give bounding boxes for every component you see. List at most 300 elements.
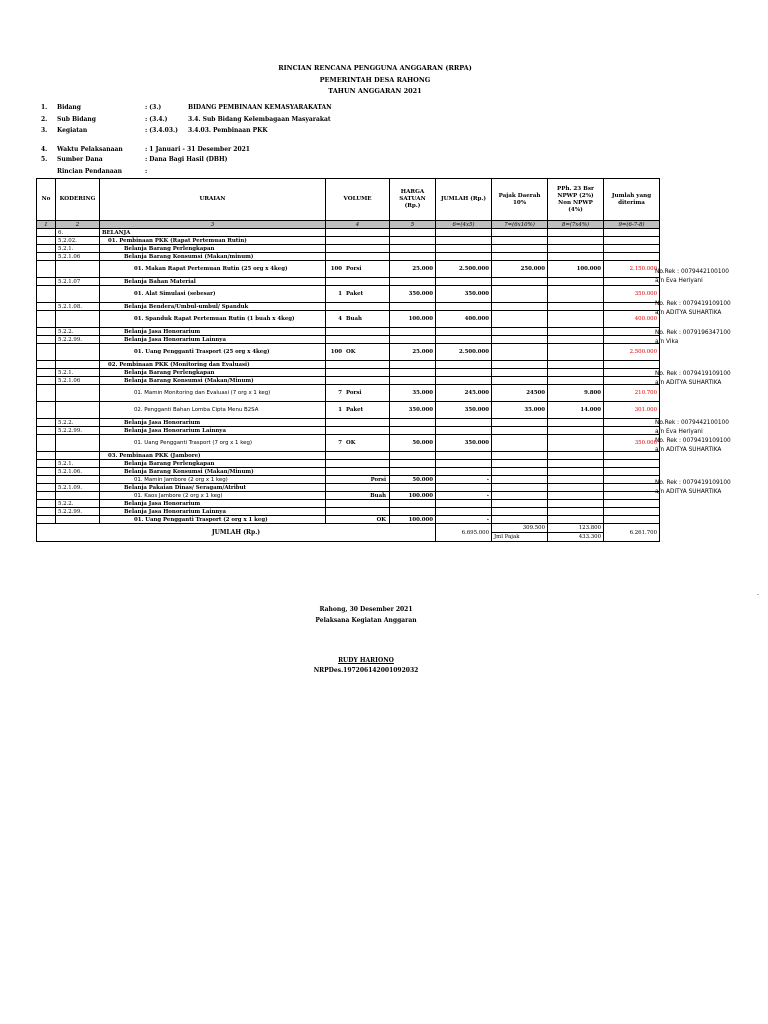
row-jumlah <box>436 278 492 286</box>
row-pph <box>548 344 604 361</box>
row-diterima <box>604 377 660 385</box>
row-uraian: Belanja Jasa Honorarium Lainnya <box>100 336 326 344</box>
table-row <box>37 427 660 435</box>
volume-unit: Paket <box>346 291 364 297</box>
row-diterima: 2.500.000 <box>604 344 660 361</box>
row-volume <box>326 377 390 385</box>
row-kode <box>56 261 100 278</box>
table-row <box>37 452 660 460</box>
row-pph <box>548 361 604 369</box>
row-kode <box>56 452 100 460</box>
account-note <box>655 370 731 387</box>
row-pajak <box>492 500 548 508</box>
row-jumlah <box>436 419 492 427</box>
row-no <box>37 427 56 435</box>
row-kode: 6. <box>56 229 100 237</box>
row-diterima <box>604 452 660 460</box>
row-uraian: Belanja Jasa Honorarium <box>100 328 326 336</box>
row-pajak <box>492 484 548 492</box>
table-row <box>37 500 660 508</box>
row-jumlah <box>436 460 492 468</box>
table-row <box>37 261 660 278</box>
info-code: : (3.4.) <box>145 116 168 123</box>
row-pph <box>548 336 604 344</box>
row-uraian: Belanja Barang Perlengkapan <box>100 369 326 377</box>
col-number: 3 <box>100 221 326 229</box>
row-pajak <box>492 419 548 427</box>
row-pajak <box>492 435 548 452</box>
total-pph: 123.800 <box>548 524 604 533</box>
row-volume <box>326 229 390 237</box>
row-diterima <box>604 328 660 336</box>
doc-title-line3: TAHUN ANGGARAN 2021 <box>328 87 422 95</box>
row-pajak <box>492 361 548 369</box>
row-no <box>37 336 56 344</box>
signer-role: Pelaksana Kegiatan Anggaran <box>315 617 417 624</box>
row-jumlah: - <box>436 516 492 524</box>
table-row <box>37 253 660 261</box>
table-row <box>37 361 660 369</box>
account-holder: a/n ADITYA SUHARTIKA <box>655 488 722 495</box>
row-kode: 5.2.2.99. <box>56 336 100 344</box>
col-number: 9=(6-7-8) <box>604 221 660 229</box>
row-diterima <box>604 237 660 245</box>
row-uraian: Belanja Jasa Honorarium <box>100 419 326 427</box>
row-kode: 5.2.2. <box>56 419 100 427</box>
row-harga <box>390 508 436 516</box>
info-code: : 1 Januari - 31 Desember 2021 <box>145 146 250 153</box>
row-harga <box>390 500 436 508</box>
info-label: Sumber Dana <box>57 156 103 163</box>
account-holder: a/n ADITYA SUHARTIKA <box>655 446 722 453</box>
row-volume <box>326 278 390 286</box>
info-no: 5. <box>41 156 48 163</box>
row-diterima <box>604 278 660 286</box>
row-uraian: 01. Kaos Jambore (2 org x 1 keg) <box>100 492 326 500</box>
row-harga <box>390 336 436 344</box>
row-volume <box>326 492 390 500</box>
col-number: 2 <box>56 221 100 229</box>
row-no <box>37 377 56 385</box>
volume-qty: 1 <box>338 407 342 413</box>
row-kode <box>56 402 100 419</box>
row-jumlah <box>436 377 492 385</box>
row-pajak: 250.000 <box>492 261 548 278</box>
row-jumlah <box>436 245 492 253</box>
row-volume <box>326 427 390 435</box>
row-uraian: 01. Spanduk Rapat Pertemuan Rutin (1 buah x 4keg) <box>100 311 326 328</box>
volume-unit: Porsi <box>346 390 362 396</box>
col-kodering: KODERING <box>56 179 100 221</box>
row-kode: 5.2.02. <box>56 237 100 245</box>
table-row <box>37 229 660 237</box>
row-no <box>37 286 56 303</box>
row-kode <box>56 344 100 361</box>
row-jumlah <box>436 369 492 377</box>
account-note <box>655 479 731 496</box>
total-pajak: 309.500 <box>492 524 548 533</box>
table-row <box>37 311 660 328</box>
row-kode: 5.2.2. <box>56 500 100 508</box>
row-uraian: Belanja Barang Perlengkapan <box>100 460 326 468</box>
jml-pajak-label: Jml Pajak <box>492 533 548 542</box>
info-no: 4. <box>41 146 48 153</box>
table-row <box>37 435 660 452</box>
row-diterima <box>604 253 660 261</box>
row-pajak <box>492 311 548 328</box>
row-no <box>37 278 56 286</box>
row-no <box>37 237 56 245</box>
signer-name: RUDY HARIONO <box>338 657 394 664</box>
volume-unit: Buah <box>370 492 386 499</box>
account-holder: a/n ADITYA SUHARTIKA <box>655 309 722 316</box>
table-row <box>37 336 660 344</box>
row-pajak <box>492 460 548 468</box>
account-holder: a/n Eva Heriyani <box>655 277 703 284</box>
row-jumlah <box>436 253 492 261</box>
row-kode: 5.2.1.06. <box>56 468 100 476</box>
row-pajak <box>492 492 548 500</box>
volume-qty: 7 <box>338 390 342 396</box>
col-number: 5 <box>390 221 436 229</box>
info-label: Waktu Pelaksanaan <box>57 146 123 153</box>
table-row <box>37 344 660 361</box>
table-header-row <box>37 179 660 221</box>
row-kode <box>56 286 100 303</box>
row-jumlah: 350.000 <box>436 435 492 452</box>
info-no: 1. <box>41 104 48 111</box>
col-jumlah: JUMLAH (Rp.) <box>436 179 492 221</box>
row-uraian: Belanja Barang Konsumsi (Makan/Minum) <box>100 468 326 476</box>
row-volume <box>326 419 390 427</box>
row-harga: 350.000 <box>390 286 436 303</box>
row-uraian: Belanja Jasa Honorarium Lainnya <box>100 427 326 435</box>
row-harga <box>390 484 436 492</box>
row-kode: 5.2.2.99. <box>56 508 100 516</box>
row-pajak <box>492 516 548 524</box>
row-harga: 100.000 <box>390 492 436 500</box>
row-pajak <box>492 427 548 435</box>
row-pph <box>548 516 604 524</box>
account-number: No.Rek : 0079442100100 <box>655 420 729 426</box>
row-volume <box>326 516 390 524</box>
volume-qty: 7 <box>338 440 342 446</box>
total-diterima: 6.261.700 <box>604 524 660 542</box>
row-kode <box>56 435 100 452</box>
row-jumlah: - <box>436 492 492 500</box>
row-no <box>37 492 56 500</box>
row-diterima <box>604 484 660 492</box>
row-harga <box>390 229 436 237</box>
row-pph <box>548 427 604 435</box>
row-kode: 5.2.2. <box>56 328 100 336</box>
row-pph <box>548 286 604 303</box>
row-jumlah <box>436 508 492 516</box>
row-diterima <box>604 229 660 237</box>
volume-unit: Porsi <box>346 266 362 272</box>
row-diterima <box>604 369 660 377</box>
row-diterima <box>604 516 660 524</box>
row-pph <box>548 476 604 484</box>
row-uraian: 01. Pembinaan PKK (Rapat Pertemuan Rutin) <box>100 237 326 245</box>
row-volume <box>326 253 390 261</box>
row-harga <box>390 328 436 336</box>
row-volume <box>326 460 390 468</box>
row-harga: 100.000 <box>390 516 436 524</box>
row-no <box>37 468 56 476</box>
row-pph: 100.000 <box>548 261 604 278</box>
total-row <box>37 524 660 533</box>
row-volume <box>326 435 390 452</box>
row-no <box>37 385 56 402</box>
row-uraian: 01. Mamin Monitoring dan Evaluasi (7 org x 1 keg) <box>100 385 326 402</box>
volume-unit: Paket <box>346 407 364 413</box>
row-pajak <box>492 278 548 286</box>
account-note <box>655 419 729 436</box>
row-jumlah <box>436 336 492 344</box>
account-number: No. Rek : 0079419109100 <box>655 438 731 444</box>
row-kode <box>56 385 100 402</box>
row-pph <box>548 468 604 476</box>
info-code: : (3.4.03.) <box>145 127 178 134</box>
total-dash: - <box>757 592 759 598</box>
row-kode <box>56 311 100 328</box>
row-pph <box>548 253 604 261</box>
info-label: Bidang <box>57 104 81 111</box>
row-uraian: 02. Pembinaan PKK (Monitoring dan Evaluasi) <box>100 361 326 369</box>
row-harga <box>390 237 436 245</box>
row-jumlah <box>436 500 492 508</box>
row-kode: 5.2.1.06 <box>56 377 100 385</box>
row-pph <box>548 452 604 460</box>
info-code: : (3.) <box>145 104 162 111</box>
row-no <box>37 369 56 377</box>
col-volume: VOLUME <box>326 179 390 221</box>
row-uraian: 01. Uang Pengganti Trasport (2 org x 1 keg) <box>100 516 326 524</box>
row-harga <box>390 303 436 311</box>
row-diterima <box>604 245 660 253</box>
row-no <box>37 303 56 311</box>
table-row <box>37 402 660 419</box>
row-diterima <box>604 427 660 435</box>
row-jumlah: 2.500.000 <box>436 261 492 278</box>
row-kode: 5.2.2.99. <box>56 427 100 435</box>
row-pph <box>548 237 604 245</box>
row-volume <box>326 468 390 476</box>
row-jumlah <box>436 328 492 336</box>
volume-unit: OK <box>376 516 386 523</box>
row-harga <box>390 419 436 427</box>
row-volume <box>326 286 390 303</box>
row-diterima <box>604 336 660 344</box>
row-harga <box>390 452 436 460</box>
col-number: 4 <box>326 221 390 229</box>
row-uraian: 03. Pembinaan PKK (Jambore) <box>100 452 326 460</box>
row-pajak <box>492 476 548 484</box>
row-no <box>37 253 56 261</box>
info-value: BIDANG PEMBINAAN KEMASYARAKATAN <box>188 104 332 111</box>
row-uraian: 01. Makan Rapat Pertemuan Rutin (25 org x 4keg) <box>100 261 326 278</box>
row-uraian: BELANJA <box>100 229 326 237</box>
col-no: No <box>37 179 56 221</box>
table-row <box>37 237 660 245</box>
row-jumlah <box>436 484 492 492</box>
row-jumlah <box>436 303 492 311</box>
row-pph <box>548 460 604 468</box>
row-no <box>37 508 56 516</box>
row-jumlah: 2.500.000 <box>436 344 492 361</box>
row-kode: 5.2.1.06 <box>56 253 100 261</box>
col-harga: HARGA SATUAN (Rp.) <box>390 179 436 221</box>
account-note <box>655 300 731 317</box>
row-pph <box>548 377 604 385</box>
row-pajak <box>492 344 548 361</box>
info-value: 3.4.03. Pembinaan PKK <box>188 127 268 134</box>
row-no <box>37 484 56 492</box>
row-harga <box>390 361 436 369</box>
row-volume <box>326 361 390 369</box>
info-code: : Dana Bagi Hasil (DBH) <box>145 156 228 163</box>
row-no <box>37 516 56 524</box>
row-pph <box>548 369 604 377</box>
volume-qty: 4 <box>338 316 342 322</box>
column-number-row <box>37 221 660 229</box>
col-number: 1 <box>37 221 56 229</box>
table-row <box>37 369 660 377</box>
table-row <box>37 377 660 385</box>
row-volume <box>326 369 390 377</box>
row-uraian: 01. Uang Pengganti Trasport (7 org x 1 keg) <box>100 435 326 452</box>
account-number: No. Rek : 0079419109100 <box>655 301 731 307</box>
row-jumlah <box>436 237 492 245</box>
row-pph: 9.800 <box>548 385 604 402</box>
account-note <box>655 268 729 285</box>
row-diterima <box>604 500 660 508</box>
jml-pajak-value: 433.300 <box>548 533 604 542</box>
row-harga: 100.000 <box>390 311 436 328</box>
account-note <box>655 437 731 454</box>
table-row <box>37 303 660 311</box>
volume-qty: 100 <box>330 349 342 355</box>
account-holder: a/n Vika <box>655 338 679 345</box>
row-diterima <box>604 361 660 369</box>
row-pajak: 24500 <box>492 385 548 402</box>
row-pph <box>548 229 604 237</box>
row-pajak <box>492 237 548 245</box>
row-no <box>37 344 56 361</box>
row-no <box>37 402 56 419</box>
row-jumlah <box>436 452 492 460</box>
row-uraian: 01. Mamin Jambore (2 org x 1 keg) <box>100 476 326 484</box>
info-value: 3.4. Sub Bidang Kelembagaan Masyarakat <box>188 116 331 123</box>
row-diterima <box>604 492 660 500</box>
row-pph <box>548 419 604 427</box>
table-row <box>37 468 660 476</box>
row-pajak <box>492 229 548 237</box>
row-no <box>37 245 56 253</box>
row-kode <box>56 476 100 484</box>
row-diterima <box>604 468 660 476</box>
row-volume <box>326 344 390 361</box>
row-volume <box>326 476 390 484</box>
row-no <box>37 460 56 468</box>
row-volume <box>326 245 390 253</box>
volume-qty: 1 <box>338 291 342 297</box>
volume-unit: OK <box>346 349 356 355</box>
row-no <box>37 419 56 427</box>
table-row <box>37 278 660 286</box>
col-diterima: Jumlah yang diterima <box>604 179 660 221</box>
row-pajak <box>492 336 548 344</box>
row-jumlah: 350.000 <box>436 402 492 419</box>
row-pajak <box>492 369 548 377</box>
row-diterima <box>604 508 660 516</box>
row-volume <box>326 303 390 311</box>
row-pph <box>548 484 604 492</box>
row-uraian: Belanja Barang Konsumsi (Makan/Minum) <box>100 377 326 385</box>
row-no <box>37 229 56 237</box>
table-row <box>37 286 660 303</box>
row-harga <box>390 460 436 468</box>
row-harga <box>390 369 436 377</box>
row-kode: 5.2.1. <box>56 245 100 253</box>
row-uraian: 02. Pengganti Bahan Lomba Cipta Menu B2SA <box>100 402 326 419</box>
account-number: No. Rek : 0079419109100 <box>655 480 731 486</box>
row-pph <box>548 311 604 328</box>
account-number: No. Rek : 0079419109100 <box>655 371 731 377</box>
row-harga: 25.000 <box>390 261 436 278</box>
row-volume <box>326 261 390 278</box>
col-number: 8=(7x4%) <box>548 221 604 229</box>
row-pph <box>548 492 604 500</box>
total-jumlah: 6.695.000 <box>436 524 492 542</box>
row-uraian: Belanja Bahan Material <box>100 278 326 286</box>
row-harga <box>390 253 436 261</box>
row-harga <box>390 278 436 286</box>
row-pph <box>548 278 604 286</box>
row-uraian: Belanja Jasa Honorarium <box>100 500 326 508</box>
row-jumlah: 400.000 <box>436 311 492 328</box>
row-diterima <box>604 460 660 468</box>
row-volume <box>326 402 390 419</box>
row-harga <box>390 427 436 435</box>
row-diterima <box>604 303 660 311</box>
info-label: Rincian Pendanaan <box>57 168 123 175</box>
row-no <box>37 500 56 508</box>
table-row <box>37 484 660 492</box>
row-uraian: 01. Alat Simulasi (sebesar) <box>100 286 326 303</box>
col-pph: PPh. 23 Bsr NPWP (2%) Non NPWP (4%) <box>548 179 604 221</box>
row-jumlah <box>436 427 492 435</box>
col-number: 6=(4x5) <box>436 221 492 229</box>
account-number: No. Rek : 0079196347100 <box>655 330 731 336</box>
row-volume <box>326 237 390 245</box>
row-kode: 5.2.1. <box>56 460 100 468</box>
volume-unit: OK <box>346 440 356 446</box>
col-number: 7=(6x10%) <box>492 221 548 229</box>
row-kode <box>56 516 100 524</box>
table-row <box>37 476 660 484</box>
row-volume <box>326 484 390 492</box>
row-kode: 5.2.1.07 <box>56 278 100 286</box>
row-pph <box>548 303 604 311</box>
row-harga: 350.000 <box>390 402 436 419</box>
col-uraian: URAIAN <box>100 179 326 221</box>
row-kode <box>56 361 100 369</box>
row-pajak <box>492 245 548 253</box>
row-pajak <box>492 468 548 476</box>
volume-unit: Porsi <box>370 476 386 483</box>
